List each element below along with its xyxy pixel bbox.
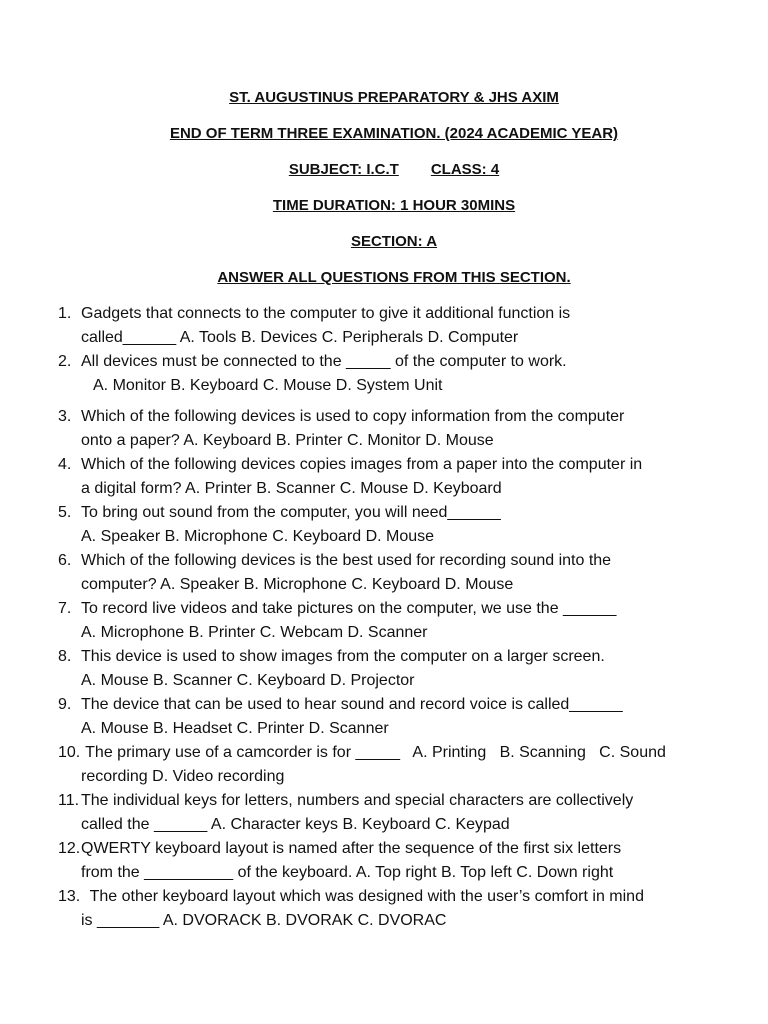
question-text: This device is used to show images from the computer on a larger screen.	[81, 648, 605, 665]
question-number: 7.	[58, 600, 72, 617]
question-3	[0, 405, 768, 453]
question-options: A. Mouse B. Scanner C. Keyboard D. Projector	[81, 672, 415, 689]
question-text: The primary use of a camcorder is for _____ A. Printing B. Scanning C. Sound	[81, 744, 666, 761]
question-number: 4.	[58, 456, 72, 473]
question-text: The individual keys for letters, numbers and special characters are collectively	[81, 792, 634, 809]
question-options: A. Mouse B. Headset C. Printer D. Scanner	[81, 720, 389, 737]
question-options: called the ______ A. Character keys B. Keyboard C. Keypad	[81, 816, 510, 833]
question-text: Gadgets that connects to the computer to give it additional function is	[81, 305, 571, 322]
question-number: 6.	[58, 552, 72, 569]
question-text: All devices must be connected to the _____ of the computer to work.	[81, 353, 567, 370]
question-options: A. Microphone B. Printer C. Webcam D. Scanner	[81, 624, 428, 641]
question-number: 10.	[58, 744, 81, 761]
question-5	[0, 501, 768, 549]
question-text: Which of the following devices copies images from a paper into the computer in	[81, 456, 643, 473]
question-13	[0, 885, 768, 933]
question-1	[0, 302, 768, 350]
question-options: is _______ A. DVORACK B. DVORAK C. DVORAC	[81, 912, 447, 929]
question-number: 2.	[58, 353, 72, 370]
question-list	[0, 302, 768, 933]
question-text: The other keyboard layout which was designed with the user’s comfort in mind	[81, 888, 644, 905]
question-8	[0, 645, 768, 693]
question-number: 13.	[58, 888, 81, 905]
question-number: 5.	[58, 504, 72, 521]
question-10	[0, 741, 768, 789]
question-6	[0, 549, 768, 597]
question-options: called______ A. Tools B. Devices C. Peripherals D. Computer	[81, 329, 519, 346]
question-number: 8.	[58, 648, 72, 665]
question-9	[0, 693, 768, 741]
question-options: A. Monitor B. Keyboard C. Mouse D. System Unit	[93, 377, 443, 394]
question-12	[0, 837, 768, 885]
question-text: To bring out sound from the computer, you will need______	[81, 504, 501, 521]
question-4	[0, 453, 768, 501]
class-label: CLASS: 4	[430, 161, 500, 178]
question-number: 1.	[58, 305, 72, 322]
question-11	[0, 789, 768, 837]
question-options: from the __________ of the keyboard. A. Top right B. Top left C. Down right	[81, 864, 614, 881]
school-name: ST. AUGUSTINUS PREPARATORY & JHS AXIM	[229, 89, 559, 106]
question-text: QWERTY keyboard layout is named after the sequence of the first six letters	[81, 840, 622, 857]
time-duration: TIME DURATION: 1 HOUR 30MINS	[272, 197, 516, 214]
question-options: onto a paper? A. Keyboard B. Printer C. Monitor D. Mouse	[81, 432, 494, 449]
question-options: A. Speaker B. Microphone C. Keyboard D. Mouse	[81, 528, 435, 545]
question-number: 3.	[58, 408, 72, 425]
question-options: computer? A. Speaker B. Microphone C. Keyboard D. Mouse	[81, 576, 514, 593]
instruction: ANSWER ALL QUESTIONS FROM THIS SECTION.	[217, 269, 571, 286]
question-text: Which of the following devices is the best used for recording sound into the	[81, 552, 612, 569]
question-number: 11.	[58, 792, 80, 809]
question-2	[0, 350, 768, 398]
subject-label: SUBJECT: I.C.T	[288, 161, 399, 178]
section-label: SECTION: A	[350, 233, 438, 250]
question-number: 9.	[58, 696, 72, 713]
question-options: recording D. Video recording	[81, 768, 285, 785]
question-7	[0, 597, 768, 645]
question-text: Which of the following devices is used to copy information from the computer	[81, 408, 625, 425]
question-text: The device that can be used to hear sound and record voice is called______	[81, 696, 623, 713]
exam-title: END OF TERM THREE EXAMINATION. (2024 ACADEMIC YEAR)	[169, 125, 619, 142]
question-options: a digital form? A. Printer B. Scanner C. Mouse D. Keyboard	[81, 480, 502, 497]
question-text: To record live videos and take pictures on the computer, we use the ______	[81, 600, 617, 617]
question-number: 12.	[58, 840, 81, 857]
subject-class-line	[0, 160, 768, 180]
